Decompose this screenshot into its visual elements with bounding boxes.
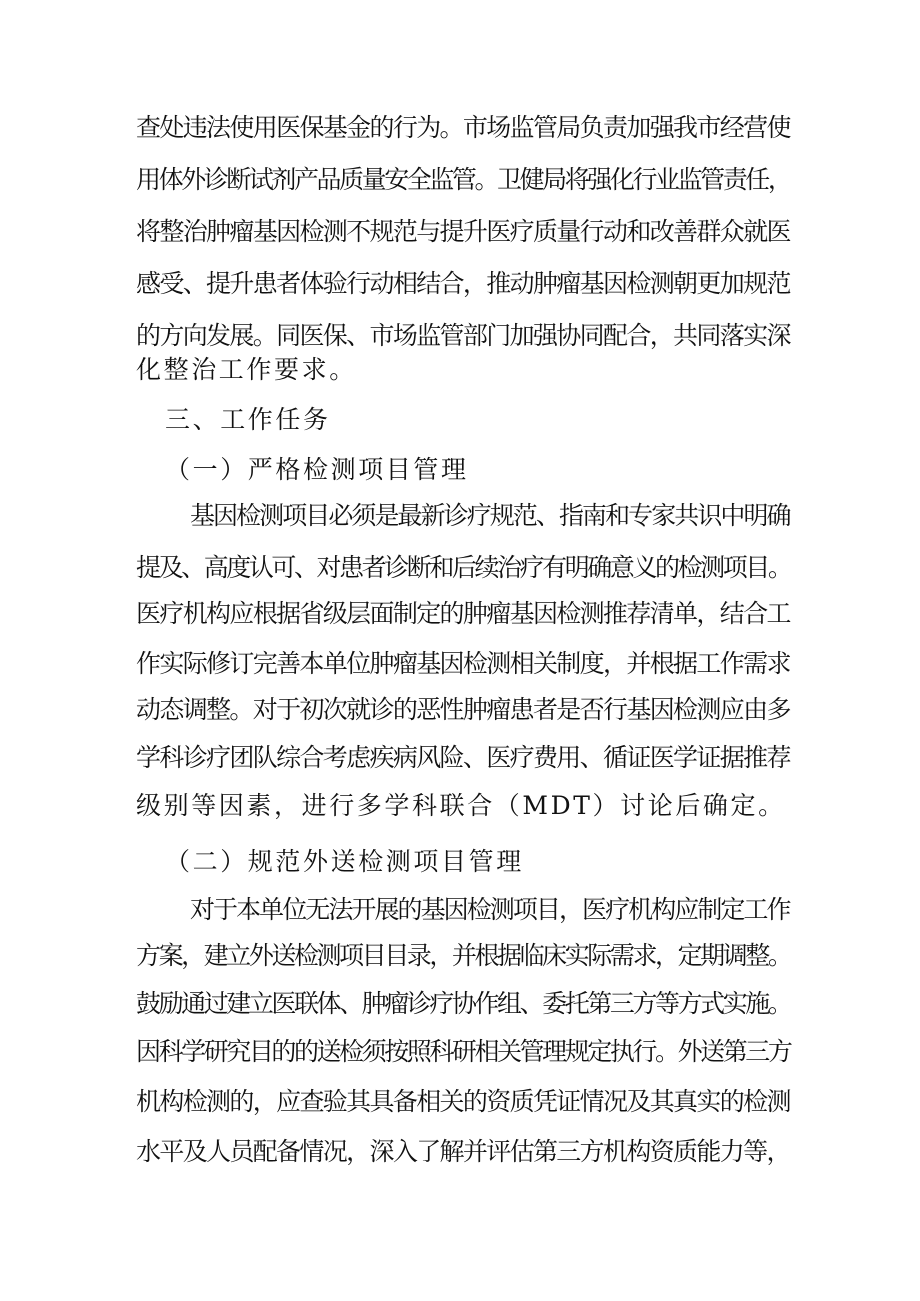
- body-text-line: 方案，建立外送检测项目目录，并根据临床实际需求，定期调整。: [136, 941, 791, 970]
- body-text-line: 因科学研究目的的送检须按照科研相关管理规定执行。外送第三方: [136, 1037, 791, 1066]
- section-heading: 三、工作任务: [165, 405, 331, 434]
- body-text-line: 鼓励通过建立医联体、肿瘤诊疗协作组、委托第三方等方式实施。: [136, 989, 791, 1018]
- body-text-line: 学科诊疗团队综合考虑疾病风险、医疗费用、循证医学证据推荐: [136, 743, 790, 772]
- body-text-line: 动态调整。对于初次就诊的恶性肿瘤患者是否行基因检测应由多: [136, 695, 790, 724]
- body-text-line: 水平及人员配备情况，深入了解并评估第三方机构资质能力等，: [136, 1137, 790, 1166]
- body-text-line: 对于本单位无法开展的基因检测项目，医疗机构应制定工作: [190, 895, 790, 924]
- body-text-line: 将整治肿瘤基因检测不规范与提升医疗质量行动和改善群众就医: [136, 217, 790, 246]
- body-text-line: 作实际修订完善本单位肿瘤基因检测相关制度，并根据工作需求: [136, 649, 790, 678]
- subsection-heading: （一）严格检测项目管理: [165, 455, 469, 484]
- body-text-line: 查处违法使用医保基金的行为。市场监管局负责加强我市经营使: [136, 113, 790, 142]
- body-text-line: 化整治工作要求。: [136, 355, 357, 384]
- body-text-line: 提及、高度认可、对患者诊断和后续治疗有明确意义的检测项目。: [136, 553, 791, 582]
- body-text-line: 感受、提升患者体验行动相结合，推动肿瘤基因检测朝更加规范: [136, 269, 790, 298]
- subsection-heading: （二）规范外送检测项目管理: [165, 847, 524, 876]
- body-text-line: 机构检测的，应查验其具备相关的资质凭证情况及其真实的检测: [136, 1087, 790, 1116]
- body-text-line: 医疗机构应根据省级层面制定的肿瘤基因检测推荐清单，结合工: [136, 599, 790, 628]
- body-text-line: 级别等因素，进行多学科联合（MDT）讨论后确定。: [136, 791, 786, 820]
- body-text-line: 基因检测项目必须是最新诊疗规范、指南和专家共识中明确: [190, 501, 790, 530]
- body-text-line: 用体外诊断试剂产品质量安全监管。卫健局将强化行业监管责任，: [136, 165, 791, 194]
- body-text-line: 的方向发展。同医保、市场监管部门加强协同配合，共同落实深: [136, 321, 790, 350]
